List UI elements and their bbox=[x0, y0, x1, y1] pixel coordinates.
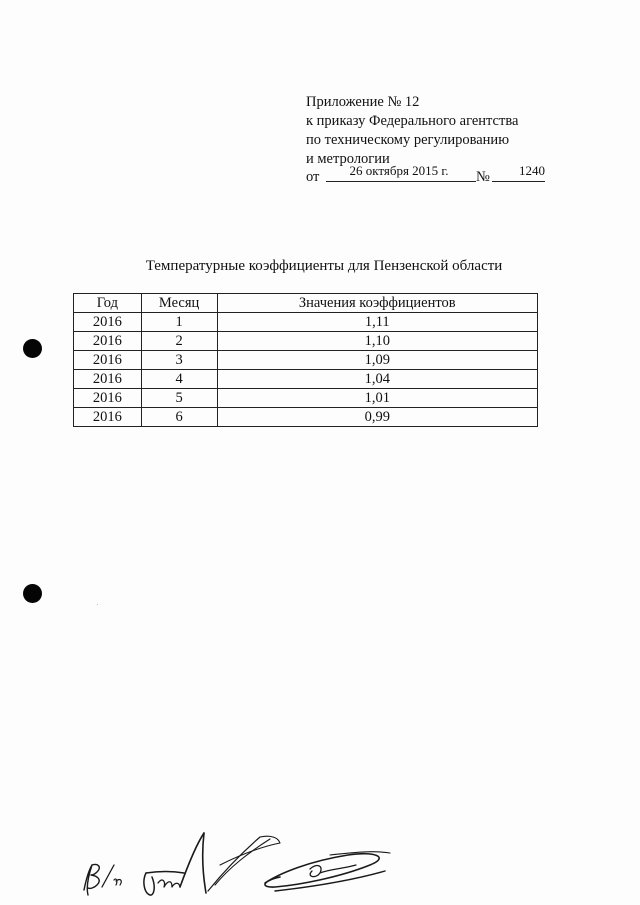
cell-year: 2016 bbox=[74, 332, 142, 351]
table-row bbox=[74, 408, 538, 427]
cell-value: 1,09 bbox=[217, 351, 538, 370]
cell-year: 2016 bbox=[74, 389, 142, 408]
number-label: № bbox=[476, 169, 490, 185]
cell-value: 0,99 bbox=[217, 408, 538, 427]
cell-month: 3 bbox=[141, 351, 217, 370]
cell-value: 1,01 bbox=[217, 389, 538, 408]
table-title: Температурные коэффициенты для Пензенской области bbox=[145, 258, 503, 274]
table-row bbox=[74, 351, 538, 370]
handwritten-signature bbox=[80, 825, 400, 900]
cell-month: 2 bbox=[141, 332, 217, 351]
order-date-field bbox=[326, 163, 476, 182]
punch-hole bbox=[23, 339, 42, 358]
appendix-order-line: к приказу Федерального агентства bbox=[306, 113, 519, 129]
cell-month: 1 bbox=[141, 313, 217, 332]
from-label: от bbox=[306, 169, 320, 185]
table-row bbox=[74, 389, 538, 408]
cell-value: 1,10 bbox=[217, 332, 538, 351]
scan-speck bbox=[97, 604, 98, 605]
coefficients-table bbox=[73, 293, 538, 427]
appendix-header bbox=[306, 93, 518, 169]
cell-value: 1,04 bbox=[217, 370, 538, 389]
table-header-row bbox=[74, 294, 538, 313]
table-row bbox=[74, 370, 538, 389]
cell-year: 2016 bbox=[74, 408, 142, 427]
appendix-number: Приложение № 12 bbox=[306, 94, 420, 110]
order-number: 1240 bbox=[519, 163, 545, 178]
column-header-value: Значения коэффициентов bbox=[217, 294, 538, 313]
appendix-order-line: по техническому регулированию bbox=[306, 132, 510, 148]
order-date-line bbox=[306, 163, 551, 185]
cell-value: 1,11 bbox=[217, 313, 538, 332]
table-row bbox=[74, 332, 538, 351]
cell-year: 2016 bbox=[74, 351, 142, 370]
column-header-year: Год bbox=[74, 294, 142, 313]
cell-month: 5 bbox=[141, 389, 217, 408]
punch-hole bbox=[23, 584, 42, 603]
cell-year: 2016 bbox=[74, 370, 142, 389]
cell-month: 4 bbox=[141, 370, 217, 389]
cell-month: 6 bbox=[141, 408, 217, 427]
table-row bbox=[74, 313, 538, 332]
cell-year: 2016 bbox=[74, 313, 142, 332]
appendix-order-line: и метрологии bbox=[306, 151, 390, 167]
column-header-month: Месяц bbox=[141, 294, 217, 313]
order-date: 26 октября 2015 г. bbox=[349, 163, 449, 178]
order-number-field bbox=[492, 163, 545, 182]
